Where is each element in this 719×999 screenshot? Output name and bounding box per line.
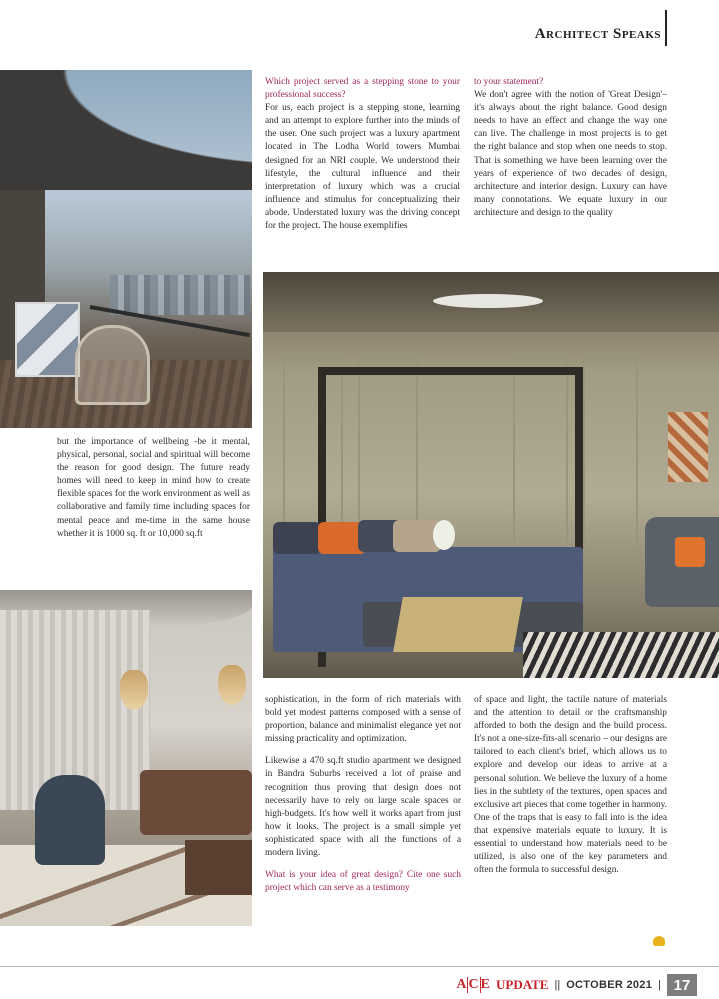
end-of-article-icon [653, 936, 665, 946]
section-title: Architect Speaks [534, 26, 661, 42]
bedroom-photo [263, 272, 719, 678]
footer-separator: || [554, 979, 561, 991]
question-great-design: What is your idea of great design? Cite one such project which can serve as a testimony [265, 870, 461, 894]
column-middle-left [57, 436, 250, 541]
living-room-photo [0, 590, 252, 926]
wellbeing-text: but the importance of wellbeing -be it mental, physical, personal, social and spiritual will become the reason for good design. The future ready homes will need to keep in mind how to create flexible spaces for the work environment as well as collaborative and family time including spaces for mental peace and me-time in the same house whether it is 1000 sq. ft or 10,000 sq.ft [57, 437, 250, 539]
question-continued: to your statement? [474, 77, 544, 87]
page-number: 17 [667, 974, 697, 996]
footer-rule [0, 966, 719, 967]
issue-date: OCTOBER 2021 [566, 979, 653, 991]
column-top-right [474, 76, 667, 220]
column-top-middle [265, 76, 460, 233]
column-bottom-middle [265, 694, 461, 895]
header-divider [665, 10, 667, 46]
answer-great-design: We don't agree with the notion of 'Great Design'– it's always about the right balance. Good design needs to have an effect and change the way one can live. The challenge in most projects is to get the right balance and stop when one needs to stop. That is something we have been learning over the years of experience of two decades of design, architecture and interior design. Luxury can have many connotations. We equate luxury in our architecture and design to the quality [474, 90, 667, 218]
footer [456, 974, 697, 996]
question-stepping-stone: Which project served as a stepping stone to your professional success? [265, 77, 460, 101]
footer-separator-2: | [658, 979, 661, 991]
ace-logo: A C E [456, 977, 490, 992]
balcony-photo [0, 70, 252, 428]
column-bottom-right [474, 694, 667, 877]
answer-stepping-stone: For us, each project is a stepping stone, learning and an attempt to explore further into the minds of the user. One such project was a luxury apartment located in The Lodha World towers Mumbai designed for an NRI couple. We understood their lifestyle, the cultural influence and their interpretation of luxury which was a crucial influence and stimulus for conceptualizing their abode. Understated luxury was the driving concept for the project. The house exemplifies [265, 103, 460, 232]
luxury-paragraph: of space and light, the tactile nature of materials and the attention to detail or the craftsmanship afforded to both the design and the build process. It's not a one-size-fits-all scenario – our designs are tailored to each client's brief, which allows us to explore and develop our ideas to arrive at a personal solution. We believe the luxury of a home lies in the subtlety of the textures, open spaces and exclusive art pieces that come together in harmony. One of the traps that is easy to fall into is the idea that expensive materials equate to luxury. It is essential to understand how materials need to be utilized, is also one of the key parameters and often the formula to successful design. [474, 695, 667, 876]
update-label: UPDATE [496, 977, 549, 992]
sophistication-paragraph: sophistication, in the form of rich materials with bold yet modest patterns composed with a sense of proportion, balance and minimalist elegance yet not missing practicality and optimization. [265, 695, 461, 745]
studio-paragraph: Likewise a 470 sq.ft studio apartment we designed in Bandra Suburbs received a lot of praise and recognition thus proving that design does not necessarily have to rely on large scale spaces or high-budgets. It's how well it works apart from just how it looks. The project is a small simple yet sophisticated space with all the functions of a modern living. [265, 756, 461, 859]
